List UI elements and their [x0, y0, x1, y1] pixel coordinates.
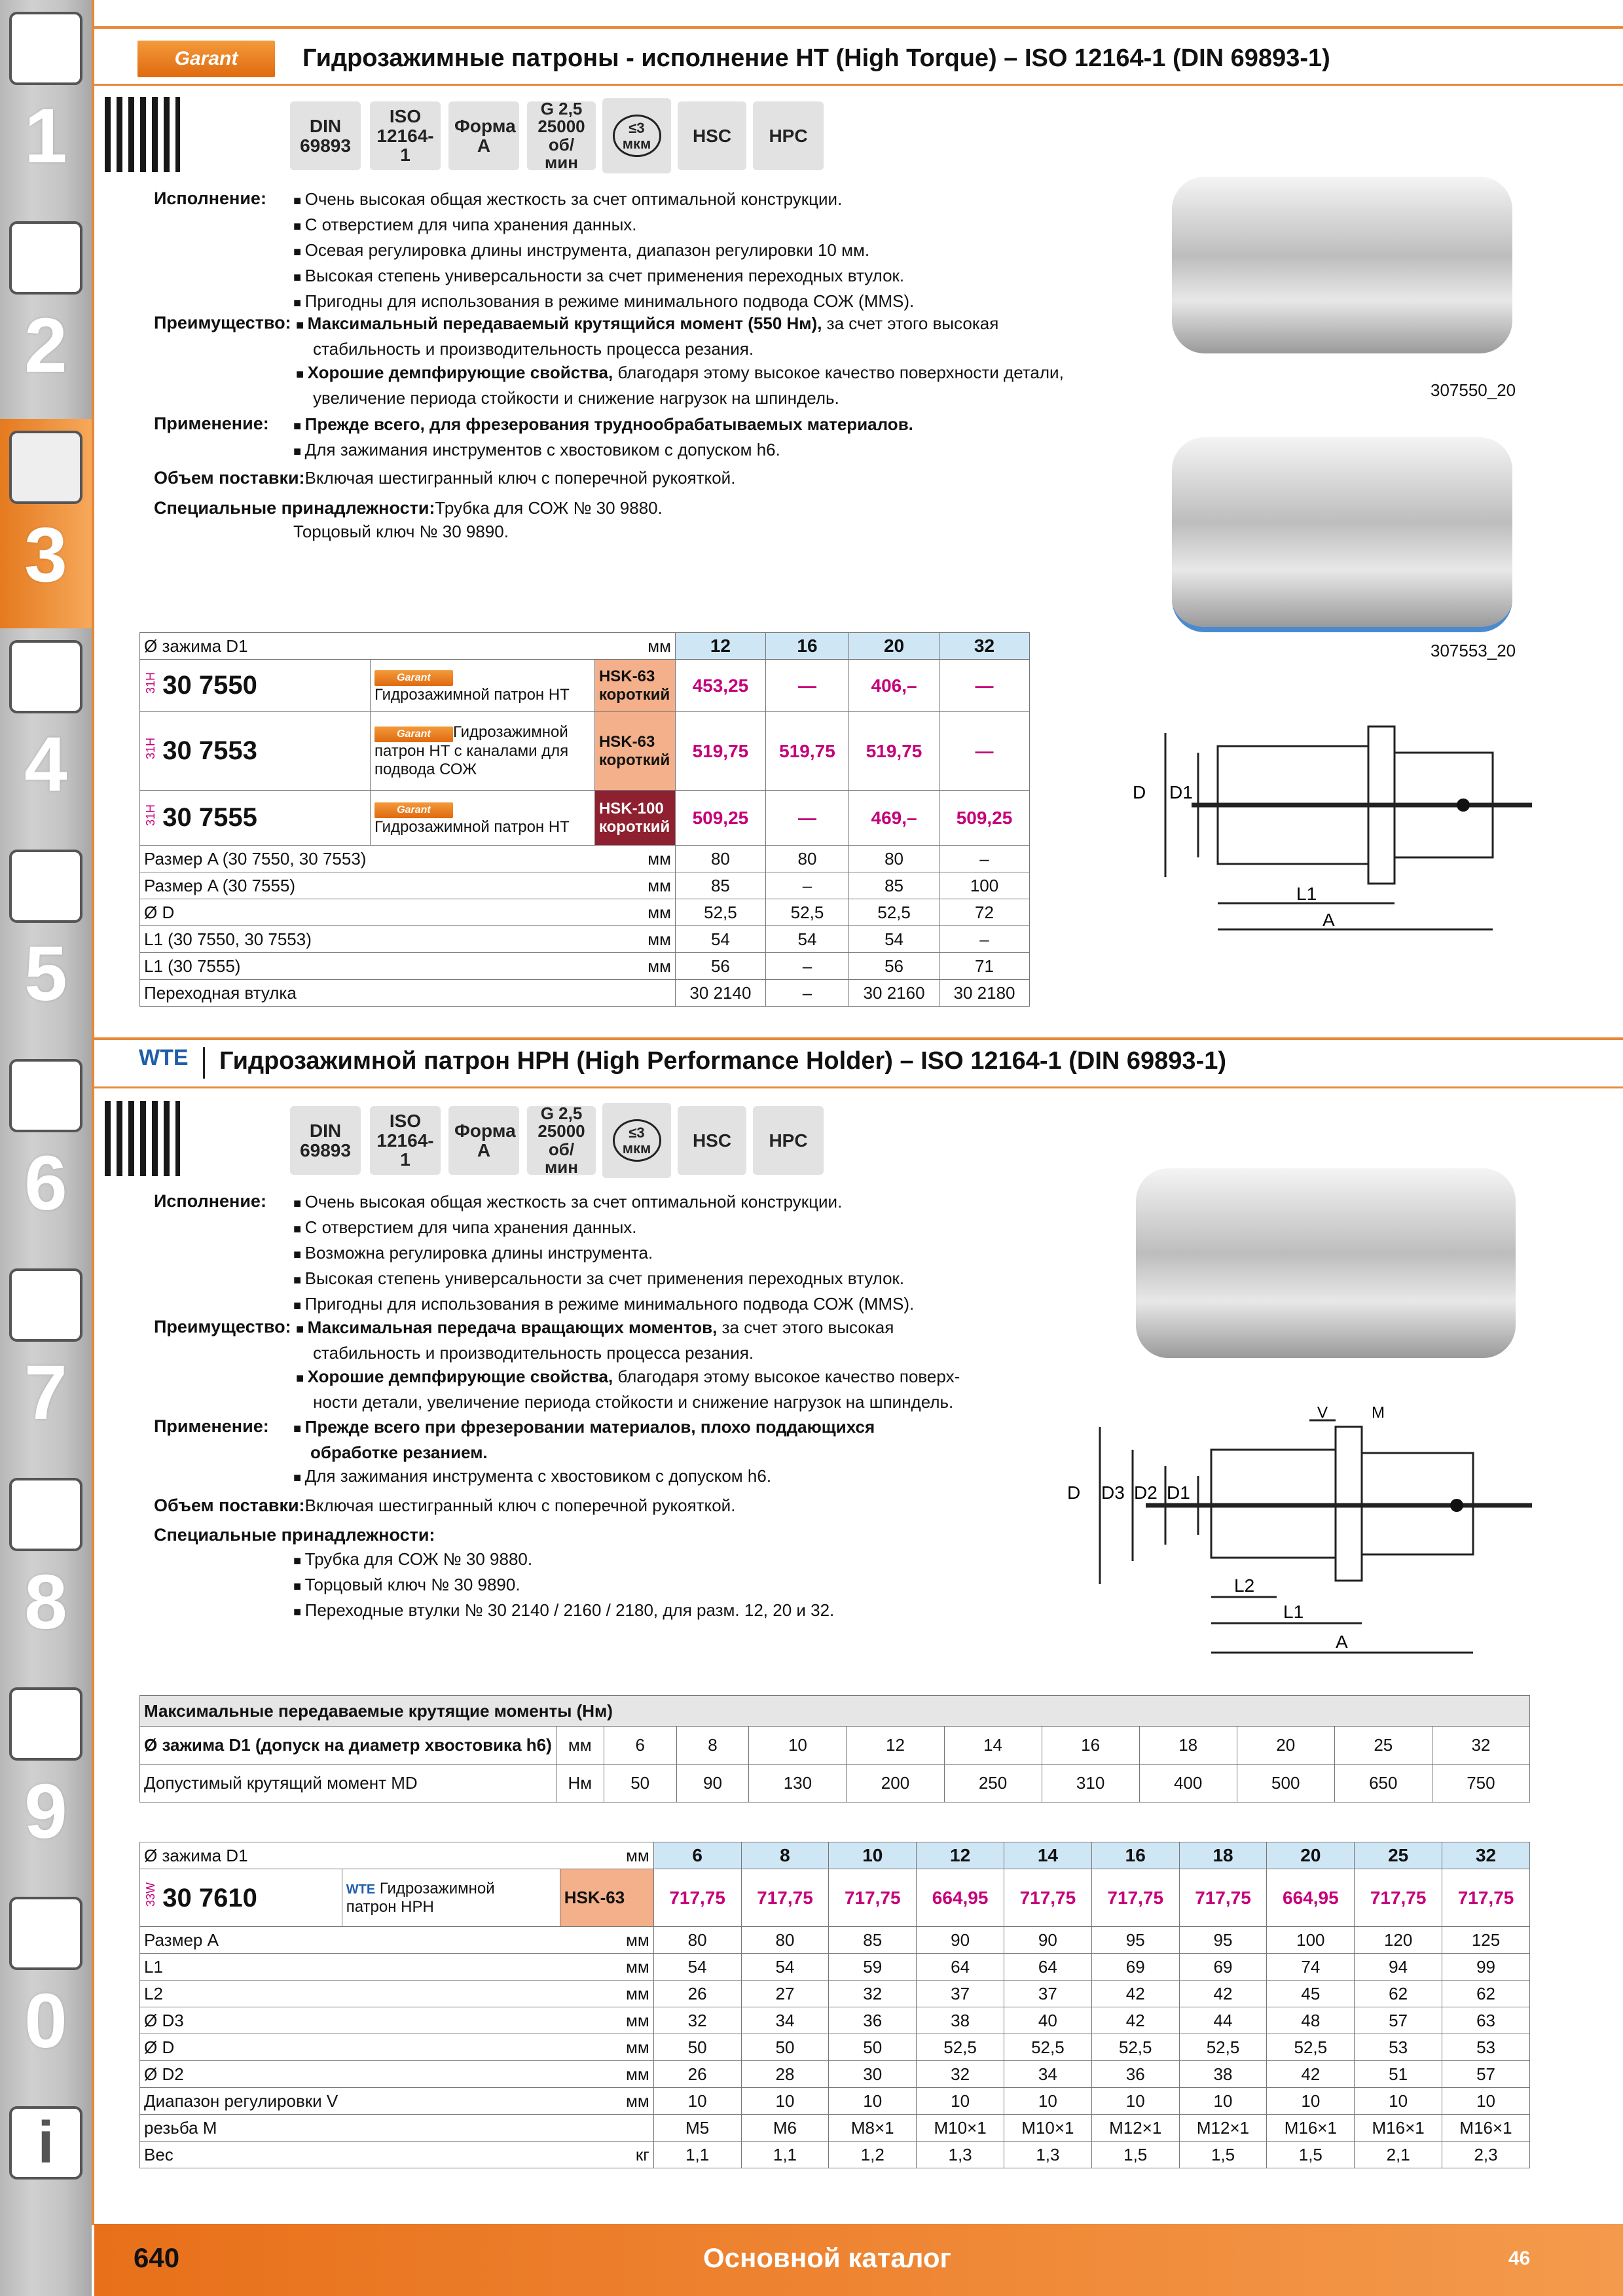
table-row: L1 мм 54 54 59 64 64 69 69 74 94 99	[140, 1954, 1530, 1981]
chapter-tab-9[interactable]: 9	[0, 1676, 92, 1885]
badge-din: DIN 69893	[290, 101, 361, 170]
section1-header-rule	[94, 84, 1623, 86]
accessories-label: Специальные принадлежности:	[154, 1525, 435, 1545]
svg-text:D: D	[1133, 782, 1146, 802]
badge-balance: G 2,5 25000 об/мин	[527, 101, 596, 170]
execution-list	[293, 187, 914, 315]
application-list: ■ Прежде всего, для фрезерования труднообрабатываемых материалов. ■ Для зажимания инструментов с хвостовиком с допуском h6.	[293, 412, 913, 463]
chapter-tab-info[interactable]	[0, 2094, 92, 2231]
badge-hsc: HSC	[678, 1106, 746, 1175]
badge-din: DIN 69893	[290, 1106, 361, 1175]
table-row: Вес кг 1,1 1,1 1,2 1,3 1,3 1,5 1,5 1,5 2,1 2,3	[140, 2142, 1530, 2168]
svg-text:D2: D2	[1134, 1482, 1158, 1503]
chapter-tab-6[interactable]: 6	[0, 1047, 92, 1257]
svg-text:A: A	[1336, 1632, 1348, 1652]
table-row: Ø D3 мм 32 34 36 38 40 42 44 48 57 63	[140, 2007, 1530, 2034]
pliers-icon	[9, 1268, 82, 1342]
qr-code-icon[interactable]	[105, 97, 180, 172]
execution-list: ■ Очень высокая общая жесткость за счет оптимальной конструкции. ■ С отверстием для чипа хранения данных. ■ Возможна регулировка длины инструмента. ■ Высокая степень универсальности за счет применения переходных втулок. ■ Пригодны для использования в режиме минимального подвода СОЖ (MMS).	[293, 1190, 914, 1318]
caliper-icon	[9, 640, 82, 713]
list-item: ■ Пригодны для использования в режиме минимального подвода СОЖ (MMS).	[293, 289, 914, 315]
photo-caption: 307553_20	[1431, 641, 1516, 660]
garant-logo: Garant	[137, 41, 275, 77]
section1-top-rule	[94, 26, 1623, 29]
drill-icon	[9, 12, 82, 85]
badge-iso: ISO 12164-1	[370, 101, 441, 170]
table-row[interactable]: 31H 30 7553 Garant Гидрозажимной патрон HT с каналами для подвода СОЖ HSK-63 короткий 519,75 519,75 519,75 —	[140, 712, 1030, 791]
advantage-list: ■ Максимальная передача вращающих моментов, за счет этого высокая стабильность и производительность процесса резания. ■ Хорошие демпфирующие свойства, благодаря этому высокое качество поверх- ности детали, увеличение периода стойкости и снижение нагрузок на шпиндель.	[296, 1316, 960, 1414]
badge-hpc: HPC	[753, 101, 824, 170]
list-item: ■ С отверстием для чипа хранения данных.	[293, 213, 914, 238]
application-label: Применение:	[154, 414, 269, 433]
chapter-tab-7[interactable]: 7	[0, 1257, 92, 1466]
svg-text:V: V	[1317, 1404, 1328, 1422]
table-row: Диапазон регулировки V мм 10 10 10 10 10 10 10 10 10 10	[140, 2088, 1530, 2115]
list-item: ■ Очень высокая общая жесткость за счет оптимальной конструкции.	[293, 187, 914, 213]
hph-price-table: Ø зажима D1 мм 6 8 10 12 14 16 18 20 25 32 33W 30 7610 WTE Гидрозажимной патрон HPH HSK-63 717,75 717,75 717,75 664,95 717,75 717,75 717,75 664,95 717,75 717,75 Размер A мм 80 80 85 90 90 95 95 100 120 125 L1 мм 54 54 59 64 64 69 69 74 94 99 L2 мм 26 27 32 37 37 42 42 45 62 62 Ø D3 мм 32 34 36 38 40 42 44 48 57 63 Ø D мм 50 50 50 52,5 52,5 52,5 52,5 52,5 53 53 Ø D2 мм 26 28 30 32 34 36 38 42 51 57 Диапазон регулировки V мм 10 10 10 10 10 10 10 10 10 10 резьба M M5 M6 M8×1 M10×1 M10×1 M12×1 M12×1 M16×1 M16×1 M16×1 Вес кг 1,1 1,1 1,2 1,3 1,3 1,5 1,5 1,5 2,1 2,3	[139, 1842, 1530, 2168]
application-list: ■ Прежде всего при фрезеровании материалов, плохо поддающихся обработке резанием. ■ Для зажимания инструмента с хвостовиком с допуском h6.	[293, 1415, 875, 1490]
badge-form: Форма A	[448, 1106, 519, 1175]
catalog-title: Основной каталог	[703, 2242, 951, 2273]
runout-icon: ≤3 мкм	[613, 115, 661, 156]
svg-text:L1: L1	[1283, 1602, 1304, 1622]
table-row: Размер A (30 7550, 30 7553) мм 80 80 80 –	[140, 846, 1030, 872]
list-item: ■ Высокая степень универсальности за счет применения переходных втулок.	[293, 264, 914, 289]
product-photo-307553	[1172, 437, 1512, 632]
svg-text:D1: D1	[1169, 782, 1193, 802]
delivery-row: Объем поставки:Включая шестигранный ключ с поперечной рукояткой.	[154, 468, 736, 488]
section1-title: Гидрозажимные патроны - исполнение HT (High Torque) – ISO 12164-1 (DIN 69893-1)	[302, 45, 1330, 72]
product-photo-307610	[1136, 1168, 1516, 1358]
list-item: ■ Осевая регулировка длины инструмента, диапазон регулировки 10 мм.	[293, 238, 914, 264]
chapter-tab-5[interactable]: 5	[0, 838, 92, 1047]
badge-iso: ISO 12164-1	[370, 1106, 441, 1175]
table-row: Размер A (30 7555) мм 85 – 85 100	[140, 872, 1030, 899]
safety-goggles-icon	[9, 1897, 82, 1970]
svg-text:D1: D1	[1167, 1482, 1190, 1503]
cabinet-icon	[9, 1687, 82, 1761]
toolcase-icon	[9, 1478, 82, 1551]
badge-balance: G 2,5 25000 об/мин	[527, 1106, 596, 1175]
qr-code-icon[interactable]	[105, 1101, 180, 1176]
sidebar-divider	[92, 0, 94, 2225]
table-row[interactable]: 31H 30 7555 Garant Гидрозажимной патрон HT HSK-100 короткий 509,25 — 469,– 509,25	[140, 791, 1030, 846]
table-row: Ø D мм 50 50 50 52,5 52,5 52,5 52,5 52,5 53 53	[140, 2034, 1530, 2061]
runout-icon: ≤3 мкм	[613, 1119, 661, 1161]
badge-hpc: HPC	[753, 1106, 824, 1175]
accessories-list: ■ Трубка для СОЖ № 30 9880. ■ Торцовый ключ № 30 9890. ■ Переходные втулки № 30 2140 / 2160 / 2180, для разм. 12, 20 и 32.	[293, 1547, 834, 1624]
wrench-icon	[9, 1059, 82, 1132]
page-footer	[94, 2224, 1623, 2296]
torque-table: Максимальные передаваемые крутящие моменты (Нм) Ø зажима D1 (допуск на диаметр хвостовика h6) мм 6 8 10 12 14 16 18 20 25 32 Допустимый крутящий момент MD Нм 50 90 130 200 250 310 400 500 650 750	[139, 1695, 1530, 1803]
chapter-tab-2[interactable]: 2	[0, 209, 92, 419]
table-row: Ø D2 мм 26 28 30 32 34 36 38 42 51 57	[140, 2061, 1530, 2088]
chuck-icon	[9, 431, 82, 504]
ht-price-table: Ø зажима D1 мм 12 16 20 32 31H 30 7550 Garant Гидрозажимной патрон HT HSK-63 короткий 453,25 — 406,– — 31H 30 7553 Garant Гидрозажимной патрон HT с каналами для подвода СОЖ HSK-63 короткий 519,75 519,75 519,75 — 31H 30 7555 Garant Гидрозажимной патрон HT HSK-100 короткий 509,25 — 469,– 509,25 Размер A (30 7550, 30 7553) мм 80 80 80 – Размер A (30 7555) мм 85 – 85 100 Ø D мм 52,5 52,5 52,5 72 L1 (30 7550, 30 7553) мм 54 54 54 – L1 (30 7555) мм 56 – 56 71 Переходная втулка 30 2140 – 30 2160 30 2180	[139, 632, 1030, 1007]
table-row: Размер A мм 80 80 85 90 90 95 95 100 120 125	[140, 1927, 1530, 1954]
chapter-sidebar	[0, 0, 92, 2296]
svg-text:L2: L2	[1234, 1575, 1255, 1596]
chapter-tab-4[interactable]: 4	[0, 628, 92, 838]
table-row: Переходная втулка 30 2140 – 30 2160 30 2180	[140, 980, 1030, 1007]
technical-drawing-ht	[1126, 707, 1571, 942]
table-row[interactable]: 33W 30 7610 WTE Гидрозажимной патрон HPH HSK-63 717,75 717,75 717,75 664,95 717,75 717,75 717,75 664,95 717,75 717,75	[140, 1869, 1530, 1927]
section2-header-rule	[94, 1086, 1623, 1088]
technical-drawing-hph	[1061, 1401, 1558, 1662]
chapter-tab-0[interactable]: 0	[0, 1885, 92, 2094]
chapter-tab-8[interactable]: 8	[0, 1466, 92, 1676]
table-row: L1 (30 7555) мм 56 – 56 71	[140, 953, 1030, 980]
table-row: L1 (30 7550, 30 7553) мм 54 54 54 –	[140, 926, 1030, 953]
advantage-label: Преимущество:	[154, 313, 291, 332]
application-label: Применение:	[154, 1416, 269, 1436]
execution-label: Исполнение:	[154, 188, 266, 208]
accessories-row: Специальные принадлежности:Трубка для СОЖ № 30 9880.	[154, 498, 663, 518]
advantage-list: ■ Максимальный передаваемый крутящийся момент (550 Нм), за счет этого высокая стабильность и производительность процесса резания. ■ Хорошие демпфирующие свойства, благодаря этому высокое качество поверхности детали, увеличение периода стойкости и снижение нагрузок на шпиндель.	[296, 312, 1064, 410]
page-number: 640	[134, 2242, 180, 2273]
execution-label: Исполнение:	[154, 1191, 266, 1211]
advantage-label: Преимущество:	[154, 1317, 291, 1336]
delivery-row: Объем поставки:Включая шестигранный ключ с поперечной рукояткой.	[154, 1496, 736, 1515]
svg-text:M: M	[1372, 1404, 1385, 1422]
section2-top-rule	[94, 1037, 1623, 1040]
table-row: Ø D мм 52,5 52,5 52,5 72	[140, 899, 1030, 926]
svg-text:A: A	[1322, 910, 1335, 930]
svg-text:D3: D3	[1101, 1482, 1125, 1503]
table-row[interactable]: 31H 30 7550 Garant Гидрозажимной патрон HT HSK-63 короткий 453,25 — 406,– —	[140, 660, 1030, 712]
info-icon: i	[9, 2106, 82, 2179]
table-row: резьба M M5 M6 M8×1 M10×1 M10×1 M12×1 M12×1 M16×1 M16×1 M16×1	[140, 2115, 1530, 2142]
product-photo-307550	[1172, 177, 1512, 353]
badge-hsc: HSC	[678, 101, 746, 170]
photo-caption: 307550_20	[1431, 380, 1516, 400]
badge-runout	[602, 1103, 671, 1178]
chapter-tab-1[interactable]: 1	[0, 0, 92, 209]
svg-text:D: D	[1067, 1482, 1081, 1503]
wte-logo: WTE	[139, 1045, 189, 1070]
svg-text:L1: L1	[1296, 884, 1317, 904]
table-row: L2 мм 26 27 32 37 37 42 42 45 62 62	[140, 1981, 1530, 2007]
chapter-tab-3[interactable]: 3	[0, 419, 92, 628]
catalog-page-index: 46	[1508, 2248, 1531, 2269]
logo-divider	[203, 1047, 205, 1079]
insert-icon	[9, 221, 82, 295]
badge-runout	[602, 98, 671, 173]
badge-form: Форма A	[448, 101, 519, 170]
accessories-line2: Торцовый ключ № 30 9890.	[293, 522, 509, 541]
grinding-disc-icon	[9, 850, 82, 923]
section2-title: Гидрозажимной патрон HPH (High Performance Holder) – ISO 12164-1 (DIN 69893-1)	[219, 1047, 1226, 1075]
